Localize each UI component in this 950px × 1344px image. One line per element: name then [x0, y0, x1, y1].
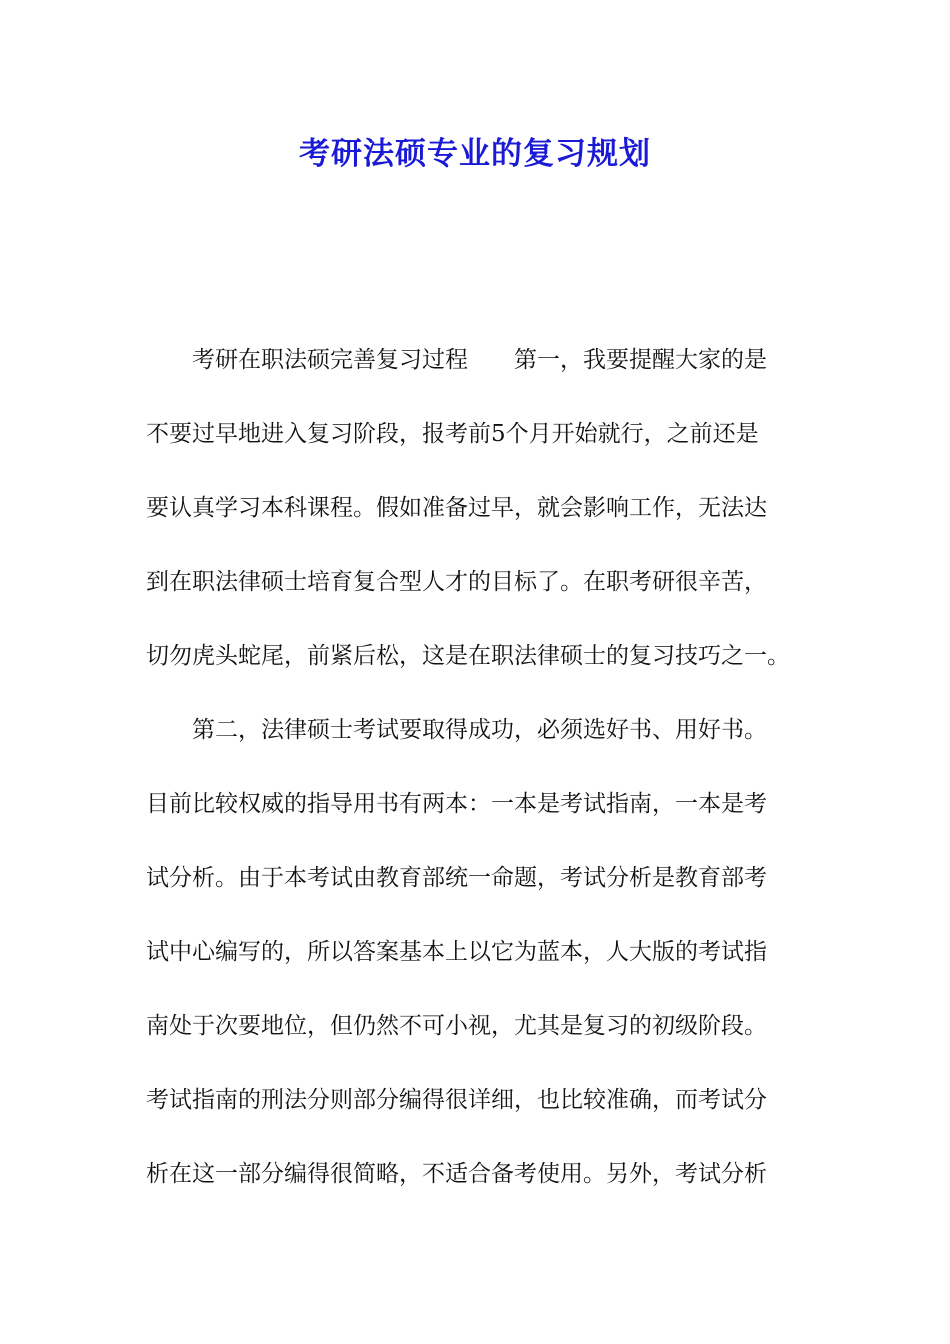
body-line: 目前比较权威的指导用书有两本：一本是考试指南，一本是考: [146, 791, 767, 817]
body-line: 要认真学习本科课程。假如准备过早，就会影响工作，无法达: [146, 495, 767, 521]
body-line: 考试指南的刑法分则部分编得很详细，也比较准确，而考试分: [146, 1087, 767, 1113]
body-line: 南处于次要地位，但仍然不可小视，尤其是复习的初级阶段。: [146, 1013, 767, 1039]
body-line: 试中心编写的，所以答案基本上以它为蓝本，人大版的考试指: [146, 939, 767, 965]
body-line: 切勿虎头蛇尾，前紧后松，这是在职法律硕士的复习技巧之一。: [146, 643, 790, 669]
document-body: [146, 337, 808, 1225]
body-line: 试分析。由于本考试由教育部统一命题，考试分析是教育部考: [146, 865, 767, 891]
body-line: 考研在职法硕完善复习过程 第一，我要提醒大家的是: [146, 347, 767, 373]
body-line: 第二，法律硕士考试要取得成功，必须选好书、用好书。: [146, 717, 767, 743]
body-line: 不要过早地进入复习阶段，报考前5个月开始就行，之前还是: [146, 421, 759, 447]
body-line: 到在职法律硕士培育复合型人才的目标了。在职考研很辛苦，: [146, 569, 767, 595]
body-line: 析在这一部分编得很简略，不适合备考使用。另外，考试分析: [146, 1161, 767, 1187]
document-title: 考研法硕专业的复习规划: [299, 136, 651, 172]
